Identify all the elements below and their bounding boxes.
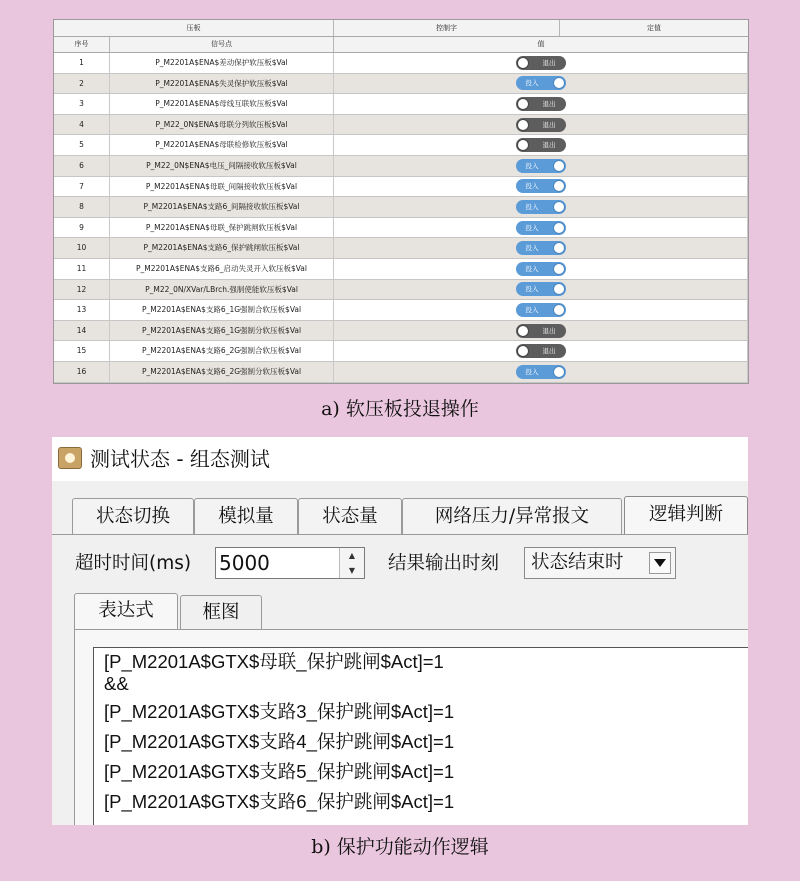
- plate-toggle-switch[interactable]: [516, 138, 566, 152]
- plate-toggle-switch[interactable]: [516, 159, 566, 173]
- plate-toggle-switch[interactable]: [516, 303, 566, 317]
- value-cell: [334, 94, 748, 114]
- row-number: 15: [54, 341, 110, 361]
- toggle-label: 退出: [542, 99, 556, 108]
- group-header-control-word[interactable]: 控制字: [334, 20, 560, 36]
- row-number: 11: [54, 259, 110, 279]
- value-cell: [334, 197, 748, 217]
- row-number: 12: [54, 280, 110, 300]
- toggle-knob: [553, 160, 565, 172]
- toggle-label: 投入: [525, 264, 539, 273]
- expression-line: [P_M2201A$GTX$母联_保护跳闸$Act]=1: [104, 651, 444, 672]
- toggle-label: 退出: [542, 141, 556, 150]
- toggle-knob: [517, 98, 529, 110]
- signal-point: P_M2201A$ENA$支路6_启动失灵开入软压板$Val: [110, 259, 334, 279]
- signal-point: P_M22_0N$ENA$电压_间隔接收软压板$Val: [110, 156, 334, 176]
- toggle-knob: [553, 201, 565, 213]
- signal-point: P_M22_0N/XVar/LBrch.强制使能软压板$Val: [110, 280, 334, 300]
- signal-point: P_M2201A$ENA$差动保护软压板$Val: [110, 53, 334, 73]
- toggle-label: 投入: [525, 182, 539, 191]
- toggle-knob: [553, 180, 565, 192]
- expression-editor[interactable]: [93, 647, 748, 825]
- signal-point: P_M2201A$ENA$母联检修软压板$Val: [110, 135, 334, 155]
- plate-toggle-switch[interactable]: [516, 200, 566, 214]
- toggle-label: 投入: [525, 285, 539, 294]
- toggle-knob: [553, 304, 565, 316]
- value-cell: [334, 53, 748, 73]
- spin-down-arrow-icon[interactable]: ▼: [339, 563, 364, 578]
- row-number: 3: [54, 94, 110, 114]
- group-header-setting[interactable]: 定值: [647, 24, 661, 32]
- value-cell: [334, 135, 748, 155]
- title-bar: [52, 437, 748, 481]
- toggle-knob: [517, 325, 529, 337]
- signal-point: P_M2201A$ENA$支路6_1G强制合软压板$Val: [110, 300, 334, 320]
- signal-point: P_M2201A$ENA$支路6_2G强制分软压板$Val: [110, 362, 334, 382]
- table-row: [54, 177, 748, 198]
- column-header-value: 值: [537, 40, 545, 48]
- value-cell: [334, 74, 748, 94]
- row-number: 14: [54, 321, 110, 341]
- toggle-label: 投入: [525, 223, 539, 232]
- value-cell: [334, 259, 748, 279]
- plate-toggle-switch[interactable]: [516, 344, 566, 358]
- window-title: 测试状态 - 组态测试: [90, 447, 270, 471]
- table-body: [54, 53, 748, 383]
- plate-toggle-switch[interactable]: [516, 241, 566, 255]
- tab-digital[interactable]: 状态量: [298, 498, 402, 534]
- plate-toggle-switch[interactable]: [516, 221, 566, 235]
- signal-point: P_M2201A$ENA$母联_保护跳闸软压板$Val: [110, 218, 334, 238]
- row-number: 7: [54, 177, 110, 197]
- toggle-knob: [553, 242, 565, 254]
- signal-point: P_M2201A$ENA$支路6_2G强制合软压板$Val: [110, 341, 334, 361]
- value-cell: [334, 238, 748, 258]
- value-cell: [334, 115, 748, 135]
- value-cell: [334, 177, 748, 197]
- toggle-knob: [517, 119, 529, 131]
- table-row: [54, 341, 748, 362]
- table-row: [54, 156, 748, 177]
- output-time-label: 结果输出时刻: [388, 553, 500, 574]
- tab-analog[interactable]: 模拟量: [194, 498, 298, 534]
- row-number: 8: [54, 197, 110, 217]
- value-cell: [334, 341, 748, 361]
- toggle-knob: [553, 222, 565, 234]
- value-cell: [334, 280, 748, 300]
- app-icon: [58, 447, 82, 469]
- toggle-label: 退出: [542, 347, 556, 356]
- signal-point: P_M2201A$ENA$母线互联软压板$Val: [110, 94, 334, 114]
- plate-toggle-switch[interactable]: [516, 324, 566, 338]
- subtab-block-diagram[interactable]: 框图: [180, 595, 262, 629]
- expression-line: [P_M2201A$GTX$支路3_保护跳闸$Act]=1: [104, 701, 455, 722]
- table-row: [54, 321, 748, 342]
- expression-operator: &&: [104, 673, 129, 694]
- plate-toggle-switch[interactable]: [516, 282, 566, 296]
- timeout-label: 超时时间(ms): [75, 553, 192, 574]
- row-number: 10: [54, 238, 110, 258]
- toggle-label: 退出: [542, 58, 556, 67]
- plate-toggle-switch[interactable]: [516, 118, 566, 132]
- signal-point: P_M2201A$ENA$支路6_1G强制分软压板$Val: [110, 321, 334, 341]
- table-row: [54, 197, 748, 218]
- toggle-label: 投入: [525, 305, 539, 314]
- caption-a: a) 软压板投退操作: [321, 398, 479, 420]
- toggle-label: 投入: [525, 367, 539, 376]
- toggle-label: 退出: [542, 120, 556, 129]
- toggle-label: 退出: [542, 326, 556, 335]
- signal-point: P_M2201A$ENA$支路6_间隔接收软压板$Val: [110, 197, 334, 217]
- table-row: [54, 238, 748, 259]
- soft-plate-table: [53, 19, 749, 384]
- value-cell: [334, 300, 748, 320]
- column-header-row: [54, 37, 748, 53]
- tab-strip: [52, 496, 748, 534]
- tab-divider: [52, 534, 748, 535]
- toggle-knob: [517, 345, 529, 357]
- table-row: [54, 135, 748, 156]
- signal-point: P_M2201A$ENA$支路6_保护跳闸软压板$Val: [110, 238, 334, 258]
- group-header-row: [54, 20, 748, 37]
- table-row: [54, 300, 748, 321]
- plate-toggle-switch[interactable]: [516, 76, 566, 90]
- plate-toggle-switch[interactable]: [516, 56, 566, 70]
- tab-state-switch[interactable]: 状态切换: [72, 498, 194, 534]
- toggle-label: 投入: [525, 202, 539, 211]
- toggle-label: 投入: [525, 79, 539, 88]
- signal-point: P_M22_0N$ENA$母联分列软压板$Val: [110, 115, 334, 135]
- plate-toggle-switch[interactable]: [516, 365, 566, 379]
- signal-point: P_M2201A$ENA$失灵保护软压板$Val: [110, 74, 334, 94]
- column-header-signal: 信号点: [110, 37, 334, 52]
- table-row: [54, 362, 748, 383]
- row-number: 4: [54, 115, 110, 135]
- group-header-plate[interactable]: 压板: [54, 20, 334, 36]
- expression-pane: [74, 629, 748, 825]
- value-cell: [334, 362, 748, 382]
- value-cell: [334, 218, 748, 238]
- timeout-input[interactable]: [219, 549, 334, 577]
- row-number: 2: [54, 74, 110, 94]
- tab-network-stress[interactable]: 网络压力/异常报文: [402, 498, 622, 534]
- signal-point: P_M2201A$ENA$母联_间隔接收软压板$Val: [110, 177, 334, 197]
- caption-b: b) 保护功能动作逻辑: [311, 836, 489, 858]
- spin-up-arrow-icon[interactable]: ▲: [339, 548, 364, 564]
- table-row: [54, 53, 748, 74]
- table-row: [54, 74, 748, 95]
- output-time-select[interactable]: [524, 547, 676, 579]
- plate-toggle-switch[interactable]: [516, 179, 566, 193]
- table-row: [54, 280, 748, 301]
- plate-toggle-switch[interactable]: [516, 262, 566, 276]
- toggle-knob: [553, 283, 565, 295]
- toggle-label: 投入: [525, 244, 539, 253]
- row-number: 5: [54, 135, 110, 155]
- toggle-label: 投入: [525, 161, 539, 170]
- table-row: [54, 259, 748, 280]
- toggle-knob: [553, 77, 565, 89]
- row-number: 6: [54, 156, 110, 176]
- tab-logic-judgment[interactable]: 逻辑判断: [624, 496, 748, 534]
- row-number: 9: [54, 218, 110, 238]
- dropdown-arrow-icon[interactable]: [649, 552, 671, 574]
- table-row: [54, 94, 748, 115]
- table-row: [54, 115, 748, 136]
- expression-line: [P_M2201A$GTX$支路4_保护跳闸$Act]=1: [104, 731, 455, 752]
- toggle-knob: [553, 366, 565, 378]
- output-time-value: 状态结束时: [531, 552, 624, 573]
- row-number: 16: [54, 362, 110, 382]
- table-row: [54, 218, 748, 239]
- subtab-strip: [74, 593, 748, 629]
- toggle-knob: [517, 57, 529, 69]
- row-number: 13: [54, 300, 110, 320]
- subtab-expression[interactable]: 表达式: [74, 593, 178, 629]
- toggle-knob: [553, 263, 565, 275]
- expression-line: [P_M2201A$GTX$支路5_保护跳闸$Act]=1: [104, 761, 455, 782]
- column-header-no: 序号: [54, 37, 110, 52]
- plate-toggle-switch[interactable]: [516, 97, 566, 111]
- row-number: 1: [54, 53, 110, 73]
- timeout-spinbox[interactable]: [215, 547, 365, 579]
- expression-line: [P_M2201A$GTX$支路6_保护跳闸$Act]=1: [104, 791, 455, 812]
- toggle-knob: [517, 139, 529, 151]
- value-cell: [334, 156, 748, 176]
- test-window: [52, 437, 748, 825]
- value-cell: [334, 321, 748, 341]
